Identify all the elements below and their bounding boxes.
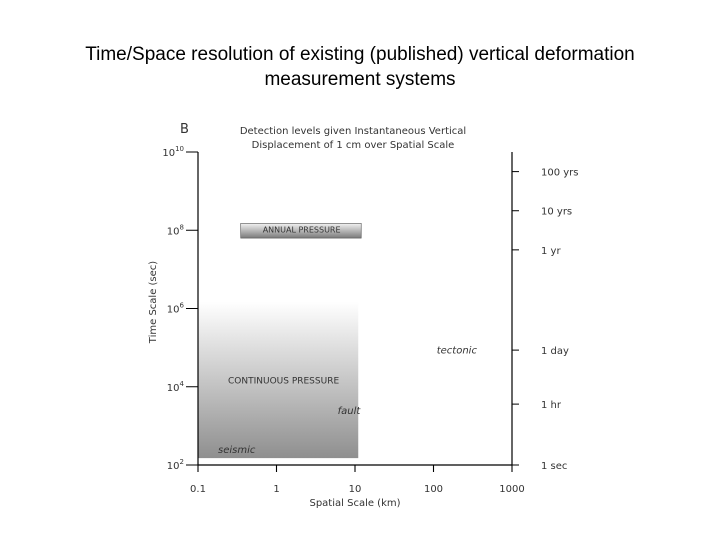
y-tick-label-left: $10^{10}$	[162, 145, 184, 159]
x-tick-label: 100	[423, 484, 444, 495]
slide-title: Time/Space resolution of existing (published) vertical deformation measurement systems	[85, 44, 635, 90]
region-label: CONTINUOUS PRESSURE	[228, 376, 340, 387]
annotation-seismic: seismic	[218, 445, 256, 457]
y-axis-label: Time Scale (sec)	[148, 260, 159, 344]
panel-label: B	[180, 122, 189, 137]
annotation-fault: fault	[337, 406, 361, 418]
region-label: ANNUAL PRESSURE	[262, 225, 341, 235]
y-tick-label-right: 1 hr	[541, 400, 561, 412]
annotation-tectonic: tectonic	[436, 345, 477, 357]
y-tick-label-right: 1 yr	[541, 245, 561, 257]
x-tick-label: 0.1	[190, 484, 206, 495]
y-tick-label-left: $10^8$	[166, 223, 184, 238]
x-axis-label: Spatial Scale (km)	[309, 498, 401, 509]
chart-title-line: Detection levels given Instantaneous Vertical	[239, 126, 467, 137]
y-tick-label-right: 1 day	[541, 346, 569, 358]
x-tick-label: 1	[273, 484, 280, 495]
y-tick-label-left: $10^2$	[166, 458, 184, 472]
y-tick-label-right: 10 yrs	[541, 206, 573, 218]
x-tick-label: 10	[348, 484, 362, 495]
chart-title-line: Displacement of 1 cm over Spatial Scale	[251, 140, 455, 151]
y-tick-label-right: 100 yrs	[541, 167, 579, 179]
y-tick-label-left: $10^4$	[166, 379, 184, 394]
x-tick-label: 1000	[499, 484, 525, 495]
y-tick-label-left: $10^6$	[166, 301, 184, 316]
regions-layer	[198, 223, 361, 458]
y-tick-label-right: 1 sec	[541, 461, 568, 472]
